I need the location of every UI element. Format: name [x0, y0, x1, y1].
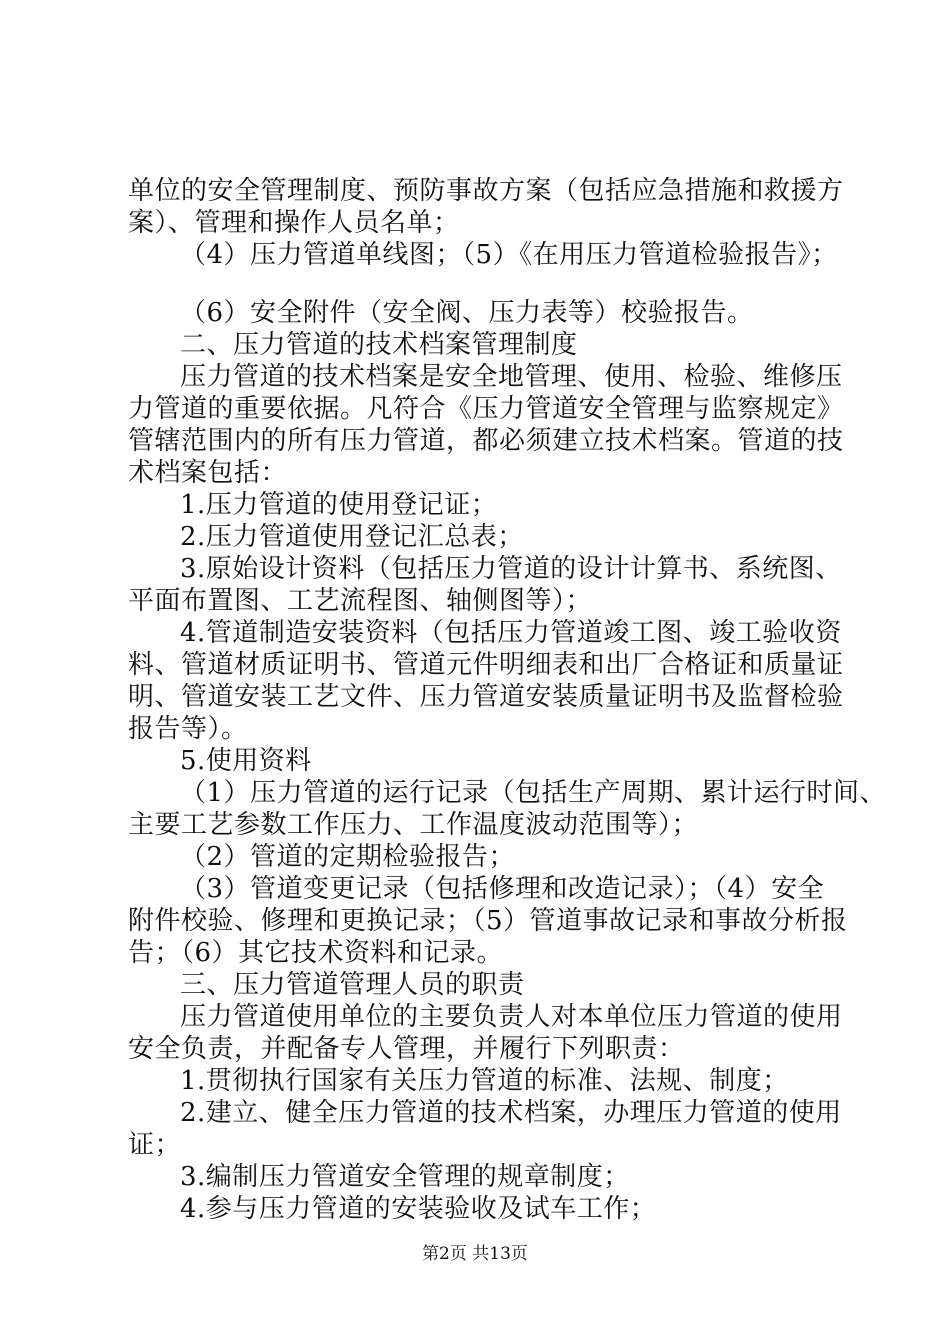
list-item: （1）压力管道的运行记录（包括生产周期、累计运行时间、	[180, 778, 887, 808]
section-heading: 三、压力管道管理人员的职责	[180, 970, 525, 1000]
list-item: （3）管道变更记录（包括修理和改造记录）；（4）安全	[180, 874, 825, 904]
list-item: （2）管道的定期检验报告；	[180, 842, 516, 872]
list-item: 1.压力管道的使用登记证；	[180, 490, 498, 520]
text-line: 压力管道的技术档案是安全地管理、使用、检验、维修压	[180, 362, 843, 392]
text-line: （4）压力管道单线图；（5）《在用压力管道检验报告》；	[180, 240, 838, 270]
text-line: 单位的安全管理制度、预防事故方案（包括应急措施和救援方	[128, 176, 844, 206]
text-line: 明、管道安装工艺文件、压力管道安装质量证明书及监督检验	[128, 682, 844, 712]
text-line: 平面布置图、工艺流程图、轴侧图等）；	[128, 586, 593, 616]
text-line: 安全负责，并配备专人管理，并履行下列职责：	[128, 1034, 685, 1064]
list-item: 5.使用资料	[180, 746, 312, 776]
list-item: 4.管道制造安装资料（包括压力管道竣工图、竣工验收资	[180, 618, 842, 648]
section-heading: 二、压力管道的技术档案管理制度	[180, 330, 578, 360]
text-line: 案）、管理和操作人员名单；	[128, 208, 460, 238]
text-line: 告；（6）其它技术资料和记录。	[128, 938, 504, 968]
list-item: 3.编制压力管道安全管理的规章制度；	[180, 1162, 630, 1192]
text-line: 术档案包括：	[128, 458, 288, 488]
page-number-footer: 第2页 共13页	[422, 1244, 528, 1264]
list-item: 2.建立、健全压力管道的技术档案，办理压力管道的使用	[180, 1098, 842, 1128]
list-item: 4.参与压力管道的安装验收及试车工作；	[180, 1194, 657, 1224]
text-line: 证；	[128, 1130, 182, 1160]
text-line: 管辖范围内的所有压力管道，都必须建立技术档案。管道的技	[128, 426, 844, 456]
list-item: 1.贯彻执行国家有关压力管道的标准、法规、制度；	[180, 1066, 789, 1096]
text-line: 料、管道材质证明书、管道元件明细表和出厂合格证和质量证	[128, 650, 844, 680]
text-line: 报告等）。	[128, 714, 248, 744]
text-line: （6）安全附件（安全阀、压力表等）校验报告。	[180, 298, 754, 328]
text-line: 主要工艺参数工作压力、工作温度波动范围等）；	[128, 810, 699, 840]
text-line: 压力管道使用单位的主要负责人对本单位压力管道的使用	[180, 1002, 843, 1032]
list-item: 2.压力管道使用登记汇总表；	[180, 522, 524, 552]
text-line: 力管道的重要依据。凡符合《压力管道安全管理与监察规定》	[128, 394, 844, 424]
list-item: 3.原始设计资料（包括压力管道的设计计算书、系统图、	[180, 554, 842, 584]
text-line: 附件校验、修理和更换记录；（5）管道事故记录和事故分析报	[128, 906, 848, 936]
